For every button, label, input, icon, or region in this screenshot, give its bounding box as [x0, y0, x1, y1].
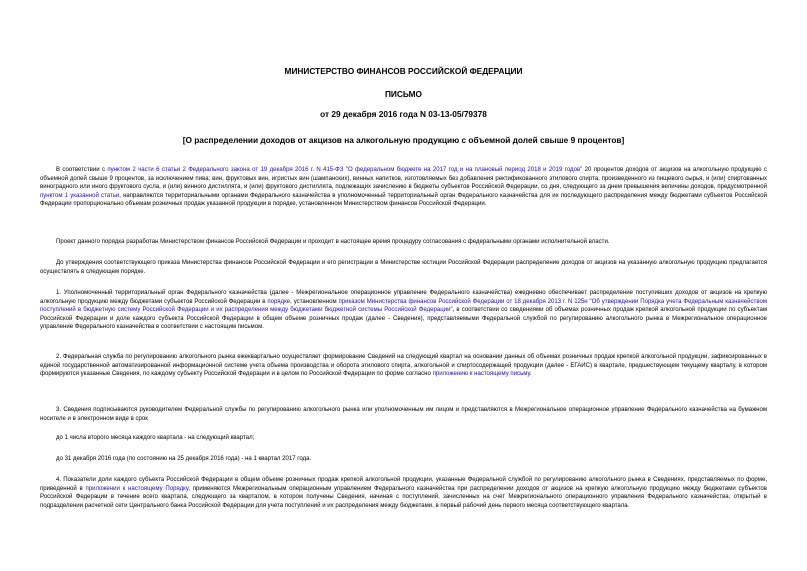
paragraph-text: . — [529, 371, 532, 378]
paragraph-text: 2. Федеральная служба по регулированию алкогольного рынка ежеквартально осуществляет формирование Сведений на следующий квартал на основании данных об объемах розничных продаж крепкой алкогольной продукции, зафиксированных в единой государственной автоматизированной информационной системе учета объема производства и оборота этилового спирта, алкогольной и спиртосодержащей продукции (далее - ЕГАИС) в квартале, предшествующем текущему кварталу, в котором формируются указанные Сведения, по каждому субъекту Российской Федерации и в целом по Российской Федерации по форме согласно — [40, 354, 767, 378]
paragraph-text: , направляются территориальными органами Федерального казначейства в уполномоченный территориальный орган Федерального казначейства для их последующего распределения между бюджетами субъектов Российской Федерации пропорционально объемам розничных продаж указанной продукции в порядке, установленном Министерством финансов Российской Федерации. — [40, 192, 767, 208]
link-article-item-1[interactable]: пунктом 1 указанной статьи — [40, 192, 120, 199]
document-type: ПИСЬМО — [384, 89, 423, 99]
paragraph-item-3: 3. Сведения подписываются руководителем Федеральной службы по регулированию алкогольного рынка или уполномоченным им лицом и представляются в Межрегиональное операционное управление Федерального казначейства на бумажном носителе и в электронном виде в срок — [40, 407, 767, 422]
paragraph-text: , применяются Межрегиональным операционным управлением Федерального казначейства при распределении доходов от акцизов на крепкую алкогольную продукцию между бюджетами субъектов Российской Федерации в течение всего квартала, следующего за кварталом, в котором получены Сведения, начиная с поступлений, зачисленных на счет Межрегионального операционного управления Федерального казначейства, открытый в подразделении расчетной сети Центрального банка Российской Федерации для учета поступлений и их распределения между бюджетами, в первый рабочий день первого месяца соответствующего квартала. — [40, 485, 767, 509]
paragraph-text: 20 процентов доходов от акцизов на алкогольную продукцию с объемной долей свыше 9 процентов, за исключением пива; вин, фруктовых вин, игристых вин (шампанских), винных напитков, изготовляемых без добавления ректификованного этилового спирта, произведенного из пищевого сырья, и (или) спиртованных виноградного или иного фруктового сусла, и (или) винного дистиллята, и (или) фруктового дистиллята, подлежащих зачислению в бюджеты субъектов Российской Федерации, со дня, следующего за днем превышения величины доходов, предусмотренной — [40, 167, 767, 191]
paragraph-text: В соответствии с — [56, 167, 108, 173]
paragraph-interim-procedure: До утверждения соответствующего приказа Министерства финансов Российской Федерации и его регистрации в Министерстве юстиции Российской Федерации распределение доходов от акцизов на указанную алкогольную продукцию предлагается осуществлять в следующем порядке. — [40, 260, 767, 275]
link-procedure-appendix[interactable]: приложении к настоящему Порядку — [85, 485, 189, 492]
document-date-number: от 29 декабря 2016 года N 03-13-05/79378 — [320, 109, 487, 119]
link-procedure[interactable]: порядке — [267, 298, 291, 305]
paragraph-legal-basis — [40, 166, 767, 209]
paragraph-item-4 — [40, 476, 767, 510]
link-federal-law-415[interactable]: пунктом 2 части 6 статьи 2 Федерального закона от 19 декабря 2016 г. N 415-ФЗ "О федеральном бюджете на 2017 год и на плановый период 2018 и 2019 годов" — [107, 167, 583, 173]
paragraph-item-1 — [40, 289, 767, 332]
document-subject: [О распределении доходов от акцизов на алкогольную продукцию с объемной долей свыше 9 процентов] — [182, 135, 625, 145]
paragraph-text: 1. Уполномоченный территориальный орган Федерального казначейства (далее - Межрегиональное операционное управление Федерального казначейства) ежедневно обеспечивает распределение поступивших доходов от акцизов на крепкую алкогольную продукцию между бюджетами субъектов Российской Федерации в — [40, 290, 767, 305]
ministry-title: МИНИСТЕРСТВО ФИНАНСОВ РОССИЙСКОЙ ФЕДЕРАЦИИ — [284, 66, 523, 76]
paragraph-draft-order: Проект данного порядка разработан Министерством финансов Российской Федерации и проходит в настоящее время процедуру согласования с федеральными органами исполнительной власти. — [56, 239, 610, 245]
paragraph-text: , установленном — [290, 298, 339, 305]
paragraph-item-2 — [40, 353, 767, 379]
link-letter-appendix[interactable]: приложению к настоящему письму — [432, 371, 530, 378]
paragraph-text: , в соответствии со сведениями об объемах розничных продаж крепкой алкогольной продукции по субъектам Российской Федерации и доле каждого субъекта Российской Федерации в общем объеме розничных продаж (далее - Сведения), представляемыми Федеральной службой по регулированию алкогольного рынка в Межрегиональное операционное управление Федерального казначейства в соответствии с настоящим письмом. — [40, 307, 767, 331]
paragraph-deadline-2016: до 31 декабря 2016 года (по состоянию на 25 декабря 2016 года) - на 1 квартал 2017 года. — [56, 456, 312, 462]
link-order-125n[interactable]: приказом Министерства финансов Российской Федерации от 18 декабря 2013 г. N 125н "Об утверждении Порядка учета Федеральным казначейством поступлений в бюджетную систему Российской Федерации и их распределения между бюджетами бюджетной системы Российской Федерации" — [40, 298, 767, 314]
paragraph-deadline-quarterly: до 1 числа второго месяца каждого квартала - на следующий квартал; — [56, 435, 255, 441]
paragraph-text: 4. Показатели доли каждого субъекта Российской Федерации в общем объеме розничных продаж крепкой алкогольной продукции, указанные Федеральной службой по регулированию алкогольного рынка в Сведениях, представляемых по форме, приведенной в — [40, 477, 767, 492]
